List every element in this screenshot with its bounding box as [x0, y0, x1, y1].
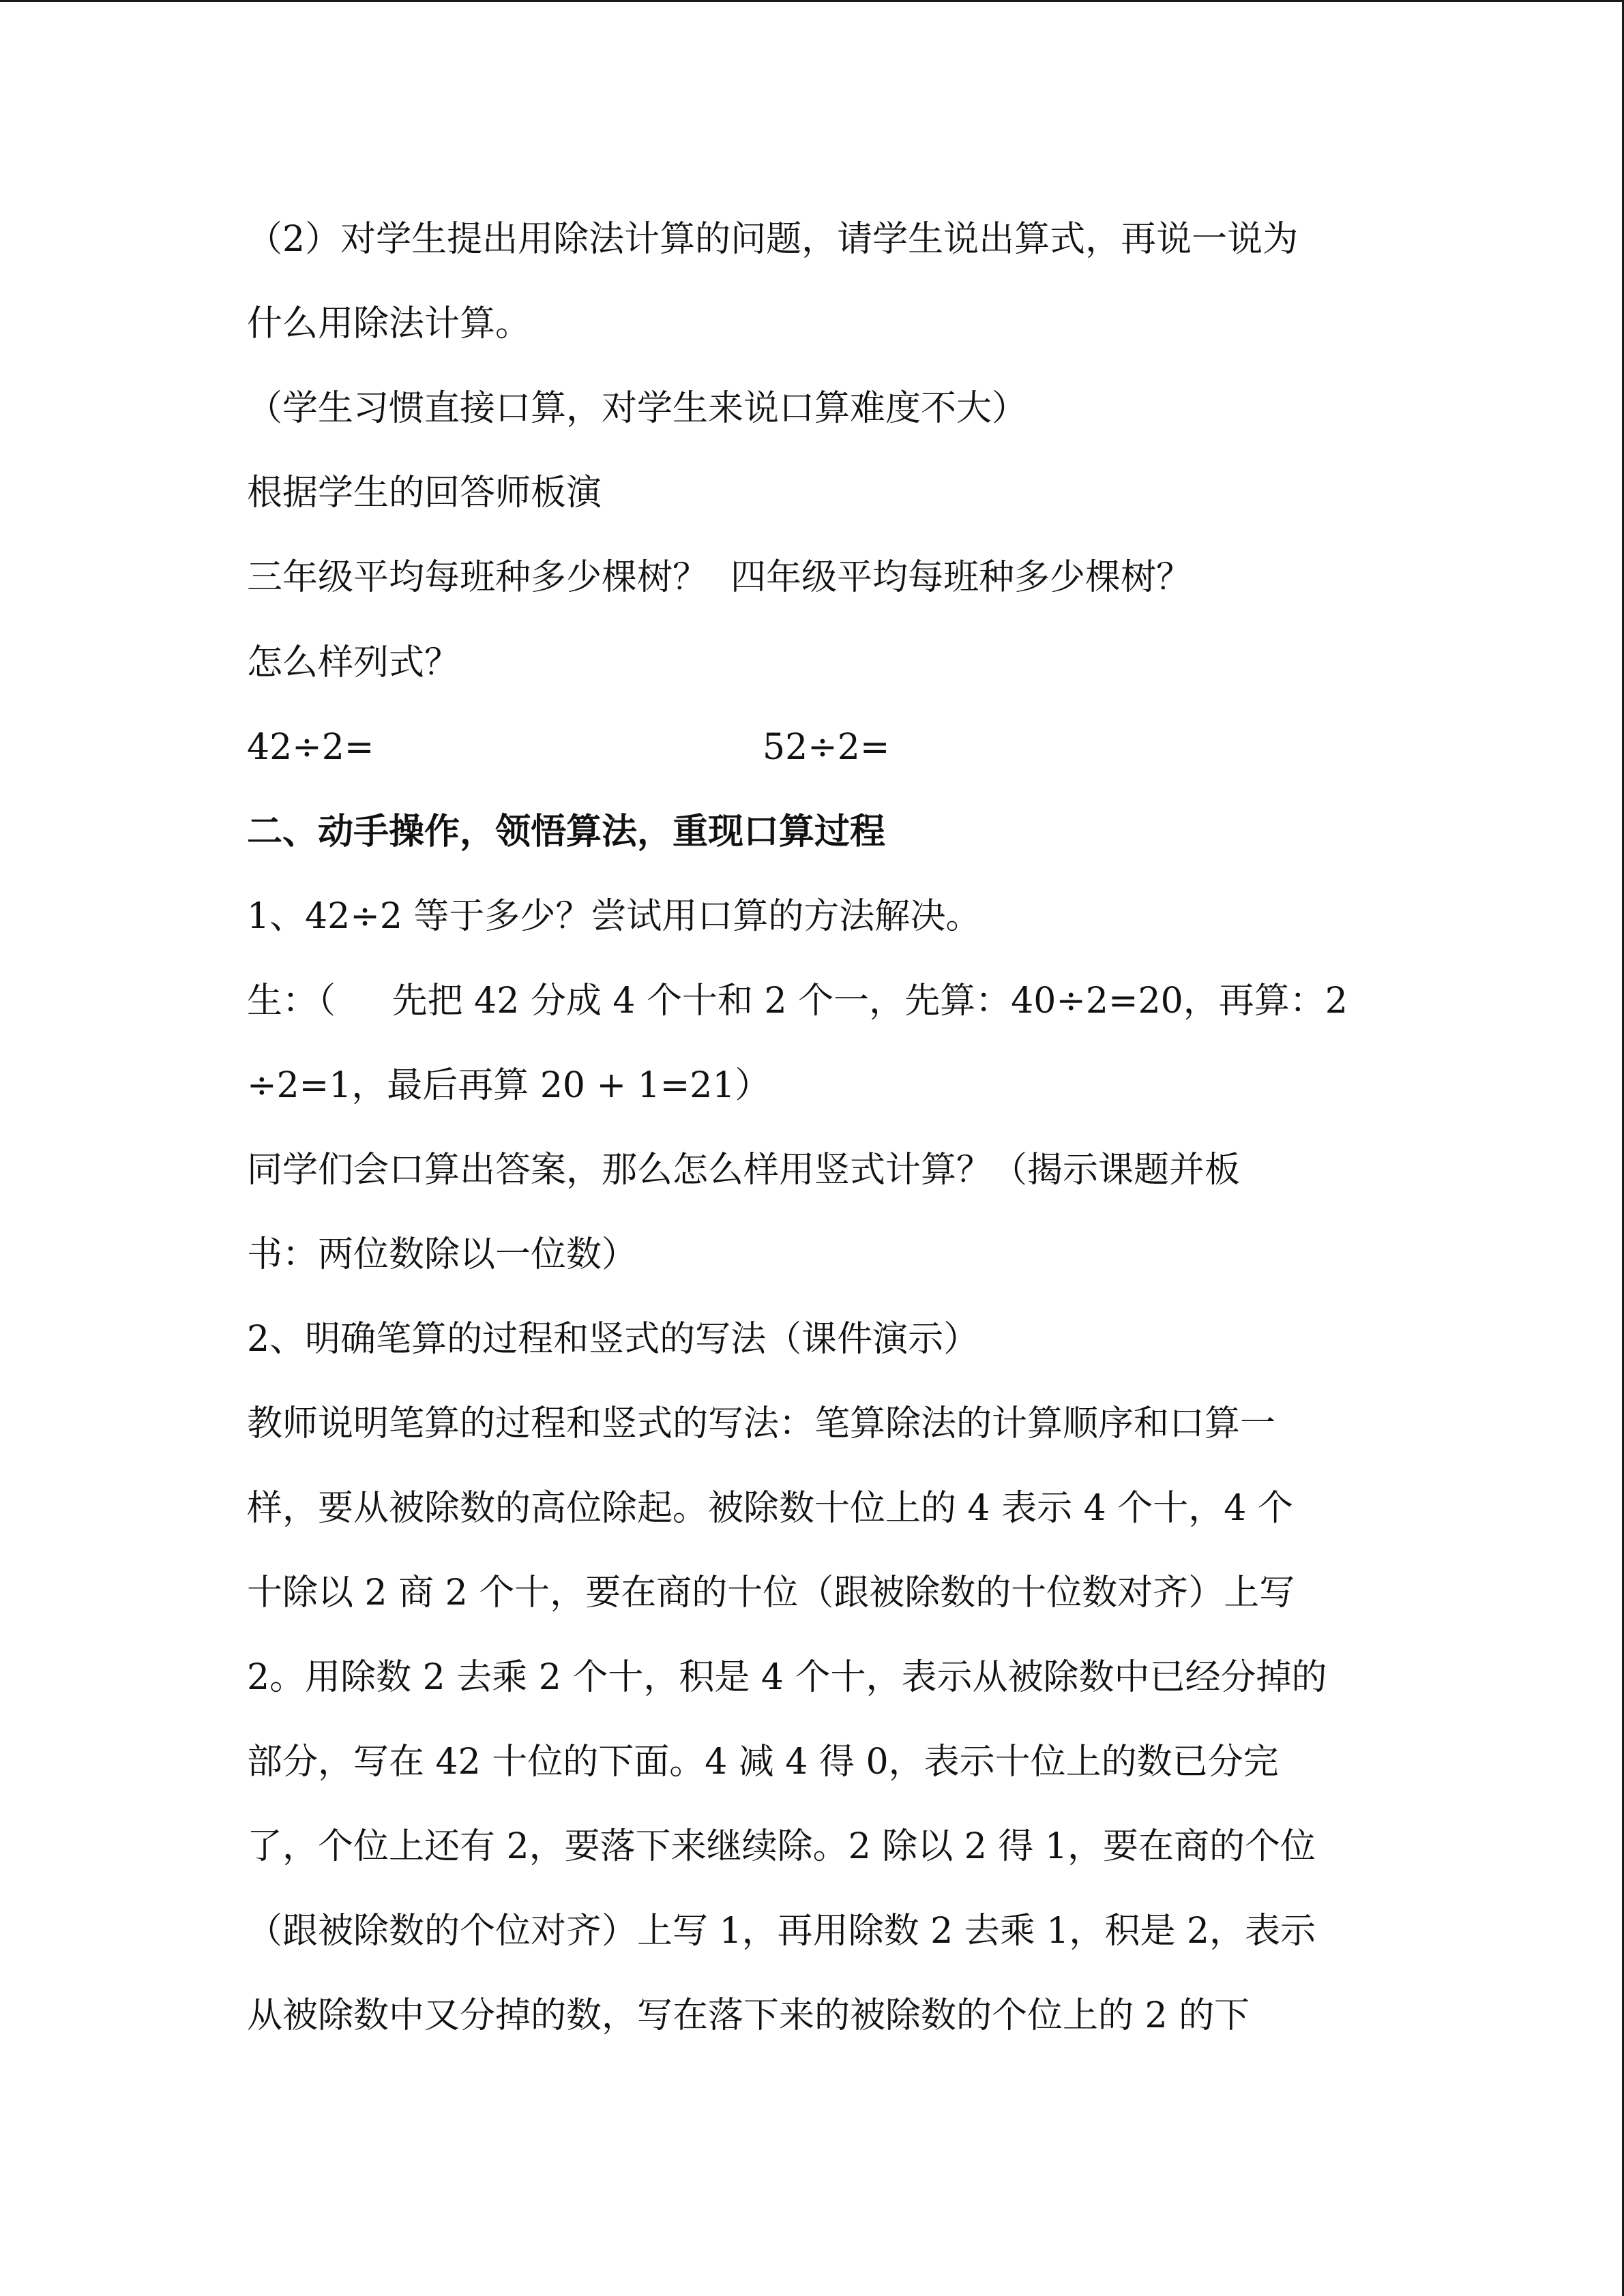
text-line: 部分，写在 42 十位的下面。4 减 4 得 0，表示十位上的数已分完: [247, 1742, 1279, 1783]
text-line: 1、42÷2 等于多少？尝试用口算的方法解决。: [247, 896, 981, 937]
text-line: 书：两位数除以一位数）: [247, 1234, 638, 1275]
text-line: 十除以 2 商 2 个十，要在商的十位（跟被除数的十位数对齐）上写: [247, 1572, 1295, 1613]
text-line: 2、明确笔算的过程和竖式的写法（课件演示）: [247, 1319, 979, 1360]
text-line: 教师说明笔算的过程和竖式的写法：笔算除法的计算顺序和口算一: [247, 1403, 1276, 1444]
text-line: 什么用除法计算。: [247, 303, 531, 344]
text-line: 样，要从被除数的高位除起。被除数十位上的 4 表示 4 个十，4 个: [247, 1488, 1293, 1529]
text-line: 三年级平均每班种多少棵树？ 四年级平均每班种多少棵树？: [247, 557, 1192, 598]
text-line: （学生习惯直接口算，对学生来说口算难度不大）: [247, 388, 1028, 429]
section-heading: 二、动手操作，领悟算法，重现口算过程: [247, 811, 886, 852]
text-line: （跟被除数的个位对齐）上写 1，再用除数 2 去乘 1，积是 2，表示: [247, 1911, 1316, 1952]
text-line: 怎么样列式？: [247, 642, 460, 683]
text-line: 从被除数中又分掉的数，写在落下来的被除数的个位上的 2 的下: [247, 1995, 1250, 2036]
text-line: 根据学生的回答师板演: [247, 473, 602, 513]
text-line: 同学们会口算出答案，那么怎么样用竖式计算？（揭示课题并板: [247, 1150, 1241, 1191]
text-line: ÷2=1，最后再算 20 + 1=21）: [247, 1065, 771, 1106]
text-line: （2）对学生提出用除法计算的问题，请学生说出算式，再说一说为: [247, 219, 1299, 260]
text-line: 2。用除数 2 去乘 2 个十，积是 4 个十，表示从被除数中已经分掉的: [247, 1657, 1327, 1698]
equation-right: 52÷2=: [763, 727, 890, 768]
equation-left: 42÷2=: [247, 727, 374, 768]
text-line: 了，个位上还有 2，要落下来继续除。2 除以 2 得 1，要在商的个位: [247, 1826, 1316, 1867]
page-top-border: [0, 0, 1624, 2]
text-line: 生：（ 先把 42 分成 4 个十和 2 个一，先算：40÷2=20，再算：2: [247, 981, 1348, 1022]
